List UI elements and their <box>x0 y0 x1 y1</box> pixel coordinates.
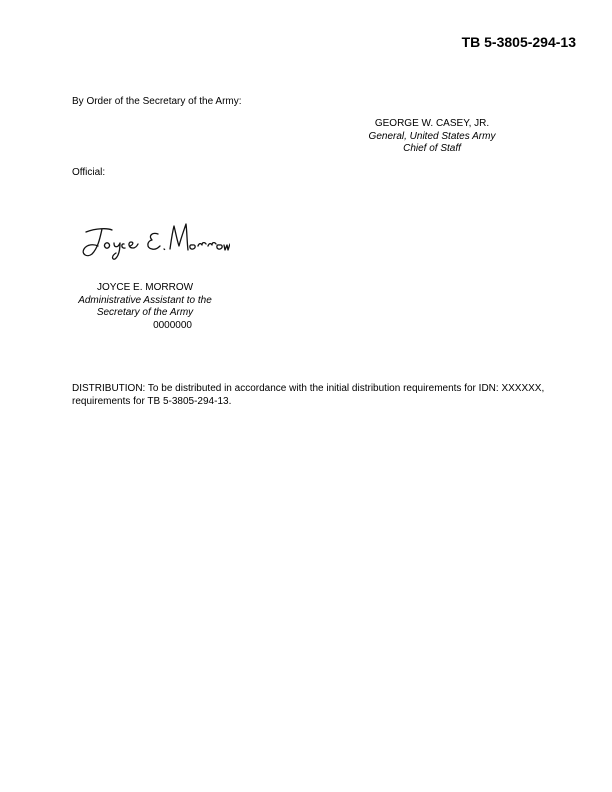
distribution-line2: requirements for TB 5-3805-294-13. <box>72 395 232 407</box>
distribution-line1: DISTRIBUTION: To be distributed in accordance with the initial distribution requirements for IDN: XXXXXX, <box>72 383 545 394</box>
administrative-assistant-block <box>72 282 218 332</box>
chief-name: GEORGE W. CASEY, JR. <box>374 118 490 129</box>
official-label: Official: <box>72 167 106 178</box>
order-line: By Order of the Secretary of the Army: <box>72 96 242 107</box>
chief-title-line2: Chief of Staff <box>403 143 461 154</box>
distribution-statement <box>72 383 552 408</box>
handwritten-signature <box>78 216 230 260</box>
admin-title-line1: Administrative Assistant to the <box>78 294 212 306</box>
chief-of-staff-block <box>357 118 507 156</box>
admin-name: JOYCE E. MORROW <box>96 282 194 293</box>
admin-title-line2: Secretary of the Army <box>96 307 194 318</box>
chief-title-line1: General, United States Army <box>368 130 496 142</box>
document-number: TB 5-3805-294-13 <box>461 34 576 50</box>
admin-code: 0000000 <box>153 319 192 331</box>
